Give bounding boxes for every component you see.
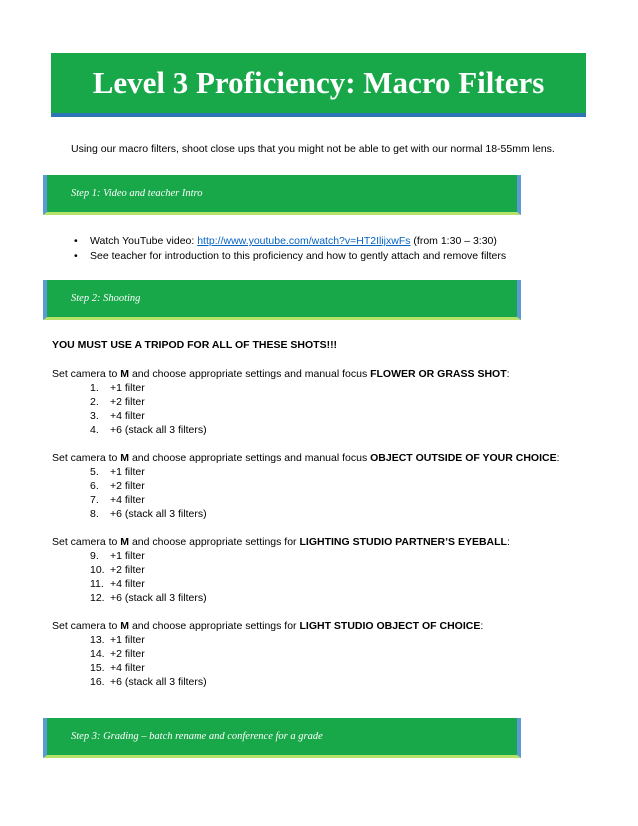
list-item: 16. +6 (stack all 3 filters) — [90, 676, 207, 688]
list-item: 9. +1 filter — [90, 550, 145, 562]
bullet-video: • Watch YouTube video: http://www.youtube.com/watch?v=HT2IlijxwFs (from 1:30 – 3:30) — [72, 234, 506, 249]
list-item: 7. +4 filter — [90, 494, 145, 506]
list-item: 1. +1 filter — [90, 382, 145, 394]
group-instruction: Set camera to M and choose appropriate settings for LIGHT STUDIO OBJECT OF CHOICE: — [52, 620, 484, 632]
step-1-bullet-list — [72, 234, 506, 263]
shot-group-1 — [52, 367, 510, 437]
list-item: 8. +6 (stack all 3 filters) — [90, 508, 207, 520]
list-item: 13. +1 filter — [90, 634, 145, 646]
step-3-label: Step 3: Grading – batch rename and conference for a grade — [71, 731, 323, 742]
step-3-banner — [43, 718, 521, 758]
intro-paragraph: Using our macro filters, shoot close ups that you might not be able to get with our normal 18-55mm lens. — [71, 143, 555, 155]
group-instruction: Set camera to M and choose appropriate settings for LIGHTING STUDIO PARTNER’S EYEBALL: — [52, 536, 510, 548]
step-2-label: Step 2: Shooting — [71, 293, 141, 304]
list-item: 14. +2 filter — [90, 648, 145, 660]
youtube-link[interactable]: http://www.youtube.com/watch?v=HT2IlijxwFs — [197, 235, 411, 247]
list-item: 3. +4 filter — [90, 410, 145, 422]
list-item: 2. +2 filter — [90, 396, 145, 408]
list-item: 11. +4 filter — [90, 578, 145, 590]
step-1-banner — [43, 175, 521, 215]
list-item: 15. +4 filter — [90, 662, 145, 674]
bullet-teacher: • See teacher for introduction to this proficiency and how to gently attach and remove filters — [72, 249, 506, 264]
step-2-banner — [43, 280, 521, 320]
group-instruction: Set camera to M and choose appropriate settings and manual focus OBJECT OUTSIDE OF YOUR CHOICE: — [52, 452, 560, 464]
page-title: Level 3 Proficiency: Macro Filters — [92, 65, 545, 100]
list-item: 12. +6 (stack all 3 filters) — [90, 592, 207, 604]
tripod-warning: YOU MUST USE A TRIPOD FOR ALL OF THESE SHOTS!!! — [52, 339, 338, 351]
shot-group-2 — [52, 451, 560, 521]
list-item: 6. +2 filter — [90, 480, 145, 492]
shot-group-4 — [52, 619, 483, 689]
step-1-label: Step 1: Video and teacher Intro — [71, 188, 203, 199]
list-item: 10. +2 filter — [90, 564, 145, 576]
list-item: 4. +6 (stack all 3 filters) — [90, 424, 207, 436]
group-instruction: Set camera to M and choose appropriate settings and manual focus FLOWER OR GRASS SHOT: — [52, 368, 510, 380]
list-item: 5. +1 filter — [90, 466, 145, 478]
shot-group-3 — [52, 535, 510, 605]
title-banner — [51, 53, 586, 117]
